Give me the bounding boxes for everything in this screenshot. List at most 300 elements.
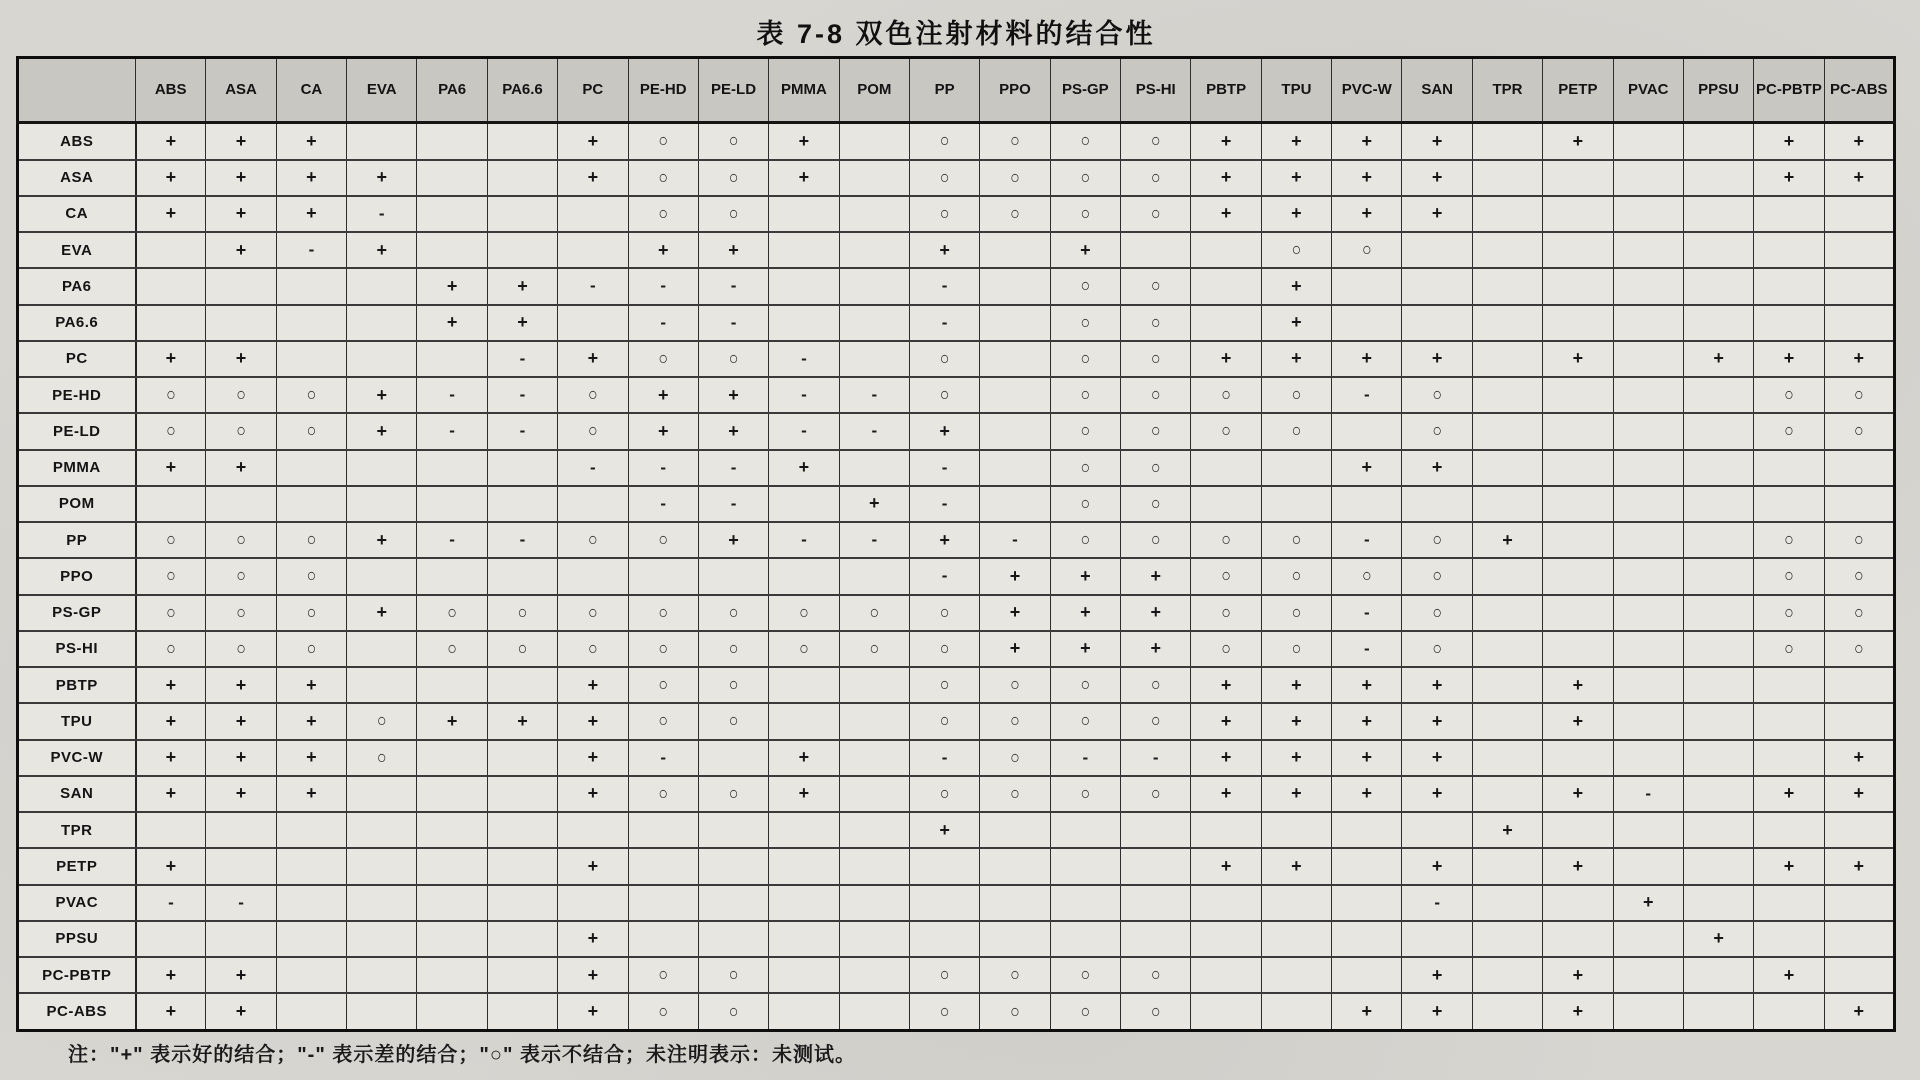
matrix-cell-pc-abs-pc: [558, 993, 628, 1030]
matrix-cell-pe-ld-eva: [347, 413, 417, 449]
matrix-cell-pp-pmma: [769, 522, 839, 558]
matrix-cell-ppsu-pc: [558, 921, 628, 957]
matrix-cell-ca-pa6-6: [487, 196, 557, 232]
good-bond-symbol: +: [235, 348, 247, 369]
no-bond-symbol: ○: [1784, 603, 1794, 623]
matrix-cell-ppsu-eva: [347, 921, 417, 957]
matrix-cell-pe-hd-ppsu: [1683, 377, 1753, 413]
matrix-cell-pp-tpu: [1261, 522, 1331, 558]
good-bond-symbol: +: [939, 420, 950, 441]
good-bond-symbol: +: [728, 384, 739, 405]
matrix-cell-petp-pc: [558, 848, 628, 884]
matrix-cell-ca-ppo: [980, 196, 1050, 232]
matrix-cell-ppsu-ca: [276, 921, 346, 957]
matrix-cell-pom-petp: [1543, 486, 1613, 522]
matrix-cell-petp-pom: [839, 848, 909, 884]
good-bond-symbol: +: [728, 529, 739, 550]
good-bond-symbol: +: [1080, 602, 1091, 623]
matrix-cell-pe-hd-pe-ld: [698, 377, 768, 413]
matrix-cell-tpu-pc-abs: [1824, 703, 1894, 739]
poor-bond-symbol: -: [801, 385, 807, 405]
matrix-cell-ps-hi-pp: [909, 631, 979, 667]
matrix-cell-ps-gp-ps-gp: [1050, 595, 1120, 631]
good-bond-symbol: +: [165, 747, 177, 768]
no-bond-symbol: ○: [166, 385, 176, 406]
matrix-cell-pvc-w-pvac: [1613, 740, 1683, 776]
matrix-cell-pbtp-tpu: [1261, 667, 1331, 703]
no-bond-symbol: ○: [939, 204, 950, 225]
matrix-cell-pc-abs-ps-gp: [1050, 993, 1120, 1030]
good-bond-symbol: +: [1431, 203, 1443, 224]
matrix-cell-pc-pbtp-asa: [206, 957, 276, 993]
matrix-cell-ca-petp: [1543, 196, 1613, 232]
matrix-cell-san-eva: [347, 776, 417, 812]
good-bond-symbol: +: [376, 529, 388, 550]
good-bond-symbol: +: [235, 747, 247, 768]
matrix-cell-asa-san: [1402, 160, 1472, 196]
column-header-ps-hi: PS-HI: [1121, 58, 1191, 123]
matrix-cell-ps-gp-abs: [136, 595, 206, 631]
matrix-cell-petp-abs: [136, 848, 206, 884]
matrix-cell-petp-pc-pbtp: [1754, 848, 1824, 884]
good-bond-symbol: +: [728, 239, 739, 260]
matrix-cell-pvc-w-ps-hi: [1121, 740, 1191, 776]
matrix-cell-tpr-pp: [909, 812, 979, 848]
matrix-cell-pa6-ps-hi: [1121, 268, 1191, 304]
matrix-cell-pvc-w-ca: [276, 740, 346, 776]
good-bond-symbol: +: [1361, 348, 1373, 369]
matrix-cell-petp-pvc-w: [1332, 848, 1402, 884]
no-bond-symbol: ○: [869, 639, 880, 660]
good-bond-symbol: +: [1713, 928, 1724, 949]
good-bond-symbol: +: [1361, 674, 1373, 695]
material-row-pc-abs: [18, 993, 1895, 1030]
matrix-cell-pp-eva: [347, 522, 417, 558]
good-bond-symbol: +: [1431, 457, 1443, 478]
matrix-cell-pc-pbtp-pe-ld: [698, 957, 768, 993]
good-bond-symbol: +: [1150, 638, 1161, 659]
matrix-cell-pe-hd-tpu: [1261, 377, 1331, 413]
matrix-cell-ps-hi-pe-ld: [698, 631, 768, 667]
matrix-cell-abs-ca: [276, 123, 346, 160]
matrix-cell-petp-tpr: [1472, 848, 1542, 884]
matrix-cell-asa-pom: [839, 160, 909, 196]
matrix-cell-petp-ppo: [980, 848, 1050, 884]
matrix-cell-pom-pa6-6: [487, 486, 557, 522]
matrix-cell-pvc-w-pvc-w: [1332, 740, 1402, 776]
material-row-san: [18, 776, 1895, 812]
no-bond-symbol: ○: [1291, 603, 1302, 623]
matrix-cell-pvac-pom: [839, 885, 909, 921]
no-bond-symbol: ○: [1784, 422, 1794, 442]
poor-bond-symbol: -: [590, 457, 596, 477]
no-bond-symbol: ○: [517, 639, 528, 660]
no-bond-symbol: ○: [1853, 567, 1864, 587]
matrix-cell-ps-gp-pbtp: [1191, 595, 1261, 631]
matrix-cell-petp-pp: [909, 848, 979, 884]
matrix-cell-ps-gp-tpr: [1472, 595, 1542, 631]
matrix-cell-tpr-tpr: [1472, 812, 1542, 848]
matrix-cell-pbtp-pvc-w: [1332, 667, 1402, 703]
matrix-cell-pvac-ps-hi: [1121, 885, 1191, 921]
matrix-cell-eva-ppsu: [1683, 232, 1753, 268]
poor-bond-symbol: -: [871, 530, 878, 550]
matrix-cell-ps-hi-pe-hd: [628, 631, 698, 667]
material-row-pom: [18, 486, 1895, 522]
matrix-cell-pc-pbtp-san: [1402, 957, 1472, 993]
matrix-cell-pvac-tpu: [1261, 885, 1331, 921]
matrix-cell-pa6-petp: [1543, 268, 1613, 304]
matrix-cell-pc-pbtp-eva: [347, 957, 417, 993]
good-bond-symbol: +: [235, 457, 247, 478]
row-header-pa6: PA6: [18, 268, 136, 304]
matrix-cell-ppo-ppsu: [1683, 558, 1753, 594]
matrix-cell-pvac-pe-ld: [698, 885, 768, 921]
no-bond-symbol: ○: [1080, 422, 1091, 442]
matrix-cell-tpu-ppsu: [1683, 703, 1753, 739]
no-bond-symbol: ○: [236, 603, 246, 623]
row-header-pc-pbtp: PC-PBTP: [18, 957, 136, 993]
poor-bond-symbol: -: [871, 385, 878, 405]
no-bond-symbol: ○: [939, 965, 950, 986]
material-row-pc: [18, 341, 1895, 377]
matrix-cell-pe-ld-pvc-w: [1332, 413, 1402, 449]
matrix-cell-abs-abs: [136, 123, 206, 160]
matrix-cell-pp-pc-pbtp: [1754, 522, 1824, 558]
no-bond-symbol: ○: [1080, 131, 1091, 152]
good-bond-symbol: +: [1431, 130, 1443, 151]
matrix-cell-pe-ld-tpu: [1261, 413, 1331, 449]
matrix-cell-pmma-ps-gp: [1050, 450, 1120, 486]
no-bond-symbol: ○: [1221, 567, 1231, 587]
no-bond-symbol: ○: [658, 965, 669, 986]
poor-bond-symbol: -: [941, 493, 948, 513]
column-header-tpu: TPU: [1261, 58, 1331, 123]
no-bond-symbol: ○: [658, 675, 669, 696]
matrix-cell-pc-ps-hi: [1121, 341, 1191, 377]
matrix-cell-eva-ca: [276, 232, 346, 268]
matrix-cell-pmma-pe-hd: [628, 450, 698, 486]
matrix-cell-pe-hd-pc-pbtp: [1754, 377, 1824, 413]
matrix-cell-pmma-pvac: [1613, 450, 1683, 486]
matrix-cell-eva-eva: [347, 232, 417, 268]
no-bond-symbol: ○: [728, 1002, 739, 1022]
matrix-cell-pe-hd-ca: [276, 377, 346, 413]
matrix-cell-pp-pa6: [417, 522, 487, 558]
matrix-cell-san-pmma: [769, 776, 839, 812]
matrix-cell-pom-pvc-w: [1332, 486, 1402, 522]
matrix-cell-tpr-pa6: [417, 812, 487, 848]
matrix-cell-ppsu-pc-pbtp: [1754, 921, 1824, 957]
matrix-cell-ps-hi-petp: [1543, 631, 1613, 667]
good-bond-symbol: +: [1220, 747, 1232, 768]
matrix-cell-pc-abs-ppo: [980, 993, 1050, 1030]
matrix-cell-pc-pbtp-ppo: [980, 957, 1050, 993]
matrix-cell-pa6-pc: [558, 268, 628, 304]
matrix-cell-asa-eva: [347, 160, 417, 196]
good-bond-symbol: +: [1080, 638, 1091, 659]
matrix-cell-pp-tpr: [1472, 522, 1542, 558]
matrix-cell-tpu-pc: [558, 703, 628, 739]
poor-bond-symbol: -: [1082, 747, 1089, 767]
matrix-cell-ppo-ca: [276, 558, 346, 594]
matrix-cell-ps-hi-pc-pbtp: [1754, 631, 1824, 667]
good-bond-symbol: +: [1572, 710, 1584, 731]
good-bond-symbol: +: [587, 747, 599, 768]
good-bond-symbol: +: [165, 203, 177, 224]
matrix-cell-tpr-pc-pbtp: [1754, 812, 1824, 848]
good-bond-symbol: +: [306, 167, 317, 188]
matrix-cell-pom-eva: [347, 486, 417, 522]
good-bond-symbol: +: [446, 275, 458, 296]
matrix-cell-ca-pp: [909, 196, 979, 232]
good-bond-symbol: +: [1431, 674, 1443, 695]
matrix-cell-pe-ld-pa6: [417, 413, 487, 449]
matrix-cell-ppsu-ps-gp: [1050, 921, 1120, 957]
material-row-pvc-w: [18, 740, 1895, 776]
matrix-cell-san-pvc-w: [1332, 776, 1402, 812]
poor-bond-symbol: -: [1152, 747, 1159, 767]
matrix-cell-ps-hi-eva: [347, 631, 417, 667]
good-bond-symbol: +: [235, 964, 247, 985]
matrix-cell-pa6-pe-hd: [628, 268, 698, 304]
matrix-cell-pe-ld-ps-gp: [1050, 413, 1120, 449]
matrix-cell-petp-pa6: [417, 848, 487, 884]
matrix-cell-asa-pe-hd: [628, 160, 698, 196]
matrix-cell-pmma-asa: [206, 450, 276, 486]
matrix-cell-pbtp-ppo: [980, 667, 1050, 703]
row-header-pvc-w: PVC-W: [18, 740, 136, 776]
no-bond-symbol: ○: [1221, 639, 1231, 660]
good-bond-symbol: +: [1572, 130, 1584, 151]
material-row-pe-hd: [18, 377, 1895, 413]
matrix-cell-pc-ps-gp: [1050, 341, 1120, 377]
matrix-cell-pmma-san: [1402, 450, 1472, 486]
matrix-cell-pc-pbtp-pc-pbtp: [1754, 957, 1824, 993]
good-bond-symbol: +: [728, 420, 739, 441]
matrix-cell-ppsu-ppsu: [1683, 921, 1753, 957]
good-bond-symbol: +: [1080, 565, 1091, 586]
matrix-cell-ppsu-pa6-6: [487, 921, 557, 957]
column-header-san: SAN: [1402, 58, 1472, 123]
no-bond-symbol: ○: [1080, 458, 1091, 478]
good-bond-symbol: +: [1642, 892, 1654, 913]
matrix-cell-pe-ld-pbtp: [1191, 413, 1261, 449]
matrix-cell-san-pc-abs: [1824, 776, 1894, 812]
matrix-cell-san-tpu: [1261, 776, 1331, 812]
good-bond-symbol: +: [1291, 312, 1302, 333]
matrix-cell-asa-asa: [206, 160, 276, 196]
matrix-cell-tpr-pbtp: [1191, 812, 1261, 848]
matrix-cell-pmma-pc-abs: [1824, 450, 1894, 486]
matrix-cell-ppsu-ppo: [980, 921, 1050, 957]
matrix-cell-pc-abs-pa6-6: [487, 993, 557, 1030]
no-bond-symbol: ○: [1010, 131, 1020, 152]
matrix-cell-pc-pbtp-pc: [558, 957, 628, 993]
matrix-cell-abs-pom: [839, 123, 909, 160]
matrix-cell-petp-asa: [206, 848, 276, 884]
matrix-cell-ps-gp-san: [1402, 595, 1472, 631]
no-bond-symbol: ○: [166, 422, 176, 442]
matrix-cell-pbtp-petp: [1543, 667, 1613, 703]
matrix-cell-eva-ps-hi: [1121, 232, 1191, 268]
matrix-cell-pvc-w-pom: [839, 740, 909, 776]
matrix-cell-pc-tpu: [1261, 341, 1331, 377]
matrix-cell-pc-pp: [909, 341, 979, 377]
no-bond-symbol: ○: [1221, 422, 1231, 442]
good-bond-symbol: +: [1220, 167, 1232, 188]
matrix-cell-ppo-pvc-w: [1332, 558, 1402, 594]
no-bond-symbol: ○: [939, 349, 950, 370]
matrix-cell-san-ppo: [980, 776, 1050, 812]
matrix-cell-pc-pbtp-petp: [1543, 957, 1613, 993]
good-bond-symbol: +: [587, 348, 599, 369]
matrix-cell-pp-abs: [136, 522, 206, 558]
no-bond-symbol: ○: [1432, 530, 1442, 551]
matrix-cell-ca-pc-pbtp: [1754, 196, 1824, 232]
matrix-cell-pa6-6-pc-abs: [1824, 305, 1894, 341]
matrix-cell-pvac-pc-abs: [1824, 885, 1894, 921]
good-bond-symbol: +: [1291, 348, 1302, 369]
no-bond-symbol: ○: [1150, 458, 1161, 478]
good-bond-symbol: +: [587, 1001, 599, 1022]
matrix-cell-pc-pbtp-pc-abs: [1824, 957, 1894, 993]
matrix-cell-pom-pom: [839, 486, 909, 522]
matrix-cell-ppo-petp: [1543, 558, 1613, 594]
matrix-cell-pa6-6-pom: [839, 305, 909, 341]
matrix-cell-tpu-pe-hd: [628, 703, 698, 739]
row-header-ca: CA: [18, 196, 136, 232]
matrix-cell-pc-pbtp-pom: [839, 957, 909, 993]
matrix-cell-pe-hd-pa6: [417, 377, 487, 413]
good-bond-symbol: +: [1291, 710, 1302, 731]
poor-bond-symbol: -: [1363, 530, 1370, 550]
good-bond-symbol: +: [446, 312, 458, 333]
good-bond-symbol: +: [235, 783, 247, 804]
good-bond-symbol: +: [235, 203, 247, 224]
matrix-cell-ppsu-tpr: [1472, 921, 1542, 957]
matrix-cell-eva-pe-hd: [628, 232, 698, 268]
matrix-cell-pc-pbtp-ca: [276, 957, 346, 993]
good-bond-symbol: +: [165, 167, 177, 188]
no-bond-symbol: ○: [1080, 204, 1091, 225]
no-bond-symbol: ○: [1361, 240, 1372, 261]
matrix-cell-pvc-w-tpu: [1261, 740, 1331, 776]
good-bond-symbol: +: [1220, 674, 1232, 695]
matrix-cell-pc-pvc-w: [1332, 341, 1402, 377]
matrix-cell-tpr-pa6-6: [487, 812, 557, 848]
poor-bond-symbol: -: [1363, 602, 1370, 622]
matrix-cell-pvac-petp: [1543, 885, 1613, 921]
no-bond-symbol: ○: [588, 385, 598, 406]
no-bond-symbol: ○: [1784, 639, 1794, 660]
no-bond-symbol: ○: [1784, 567, 1794, 587]
good-bond-symbol: +: [1220, 783, 1232, 804]
matrix-cell-tpr-petp: [1543, 812, 1613, 848]
matrix-cell-eva-pa6: [417, 232, 487, 268]
matrix-cell-pa6-6-ps-hi: [1121, 305, 1191, 341]
good-bond-symbol: +: [1291, 130, 1302, 151]
poor-bond-symbol: -: [801, 530, 807, 550]
matrix-cell-pbtp-ca: [276, 667, 346, 703]
material-row-pa6: [18, 268, 1895, 304]
matrix-cell-abs-pp: [909, 123, 979, 160]
good-bond-symbol: +: [587, 130, 599, 151]
no-bond-symbol: ○: [799, 639, 809, 660]
good-bond-symbol: +: [1431, 964, 1443, 985]
matrix-cell-pa6-pvac: [1613, 268, 1683, 304]
poor-bond-symbol: -: [660, 276, 667, 296]
good-bond-symbol: +: [798, 130, 810, 151]
matrix-cell-ca-pc-abs: [1824, 196, 1894, 232]
matrix-cell-ppsu-pbtp: [1191, 921, 1261, 957]
matrix-cell-pc-pbtp-pvc-w: [1332, 957, 1402, 993]
poor-bond-symbol: -: [730, 312, 737, 332]
matrix-cell-pc-abs-tpu: [1261, 993, 1331, 1030]
no-bond-symbol: ○: [1150, 965, 1161, 986]
matrix-cell-tpr-ps-hi: [1121, 812, 1191, 848]
matrix-cell-eva-ps-gp: [1050, 232, 1120, 268]
material-row-asa: [18, 160, 1895, 196]
matrix-cell-pvac-tpr: [1472, 885, 1542, 921]
matrix-cell-pvac-ca: [276, 885, 346, 921]
matrix-cell-pvac-ps-gp: [1050, 885, 1120, 921]
good-bond-symbol: +: [165, 855, 177, 876]
matrix-cell-san-ps-gp: [1050, 776, 1120, 812]
matrix-cell-abs-ppsu: [1683, 123, 1753, 160]
matrix-cell-pa6-6-ca: [276, 305, 346, 341]
matrix-cell-pe-hd-pc-abs: [1824, 377, 1894, 413]
matrix-cell-ppo-pa6: [417, 558, 487, 594]
good-bond-symbol: +: [1783, 964, 1795, 985]
good-bond-symbol: +: [1080, 239, 1091, 260]
matrix-cell-pa6-6-pmma: [769, 305, 839, 341]
matrix-cell-pc-pa6-6: [487, 341, 557, 377]
matrix-cell-ca-ps-gp: [1050, 196, 1120, 232]
material-row-pa6-6: [18, 305, 1895, 341]
material-row-abs: [18, 123, 1895, 160]
matrix-cell-pp-ppsu: [1683, 522, 1753, 558]
matrix-cell-pc-pbtp-pp: [909, 957, 979, 993]
good-bond-symbol: +: [235, 167, 247, 188]
matrix-cell-pc-pe-ld: [698, 341, 768, 377]
matrix-cell-pvac-pe-hd: [628, 885, 698, 921]
matrix-cell-pom-abs: [136, 486, 206, 522]
no-bond-symbol: ○: [376, 748, 387, 768]
matrix-cell-pa6-6-pc-pbtp: [1754, 305, 1824, 341]
matrix-cell-ca-tpu: [1261, 196, 1331, 232]
matrix-cell-ps-gp-petp: [1543, 595, 1613, 631]
poor-bond-symbol: -: [378, 203, 385, 223]
matrix-cell-tpu-ps-gp: [1050, 703, 1120, 739]
matrix-cell-tpr-pom: [839, 812, 909, 848]
good-bond-symbol: +: [165, 130, 177, 151]
row-header-pmma: PMMA: [18, 450, 136, 486]
good-bond-symbol: +: [869, 493, 880, 514]
matrix-cell-pom-pa6: [417, 486, 487, 522]
good-bond-symbol: +: [1220, 130, 1232, 151]
matrix-cell-pa6-6-san: [1402, 305, 1472, 341]
matrix-cell-pe-ld-pp: [909, 413, 979, 449]
matrix-cell-pp-ps-gp: [1050, 522, 1120, 558]
matrix-cell-pc-abs: [136, 341, 206, 377]
no-bond-symbol: ○: [1080, 494, 1091, 515]
matrix-cell-pp-pc-abs: [1824, 522, 1894, 558]
matrix-cell-pe-hd-petp: [1543, 377, 1613, 413]
matrix-cell-pvac-pmma: [769, 885, 839, 921]
matrix-cell-pa6-6-abs: [136, 305, 206, 341]
matrix-cell-ps-gp-pa6: [417, 595, 487, 631]
